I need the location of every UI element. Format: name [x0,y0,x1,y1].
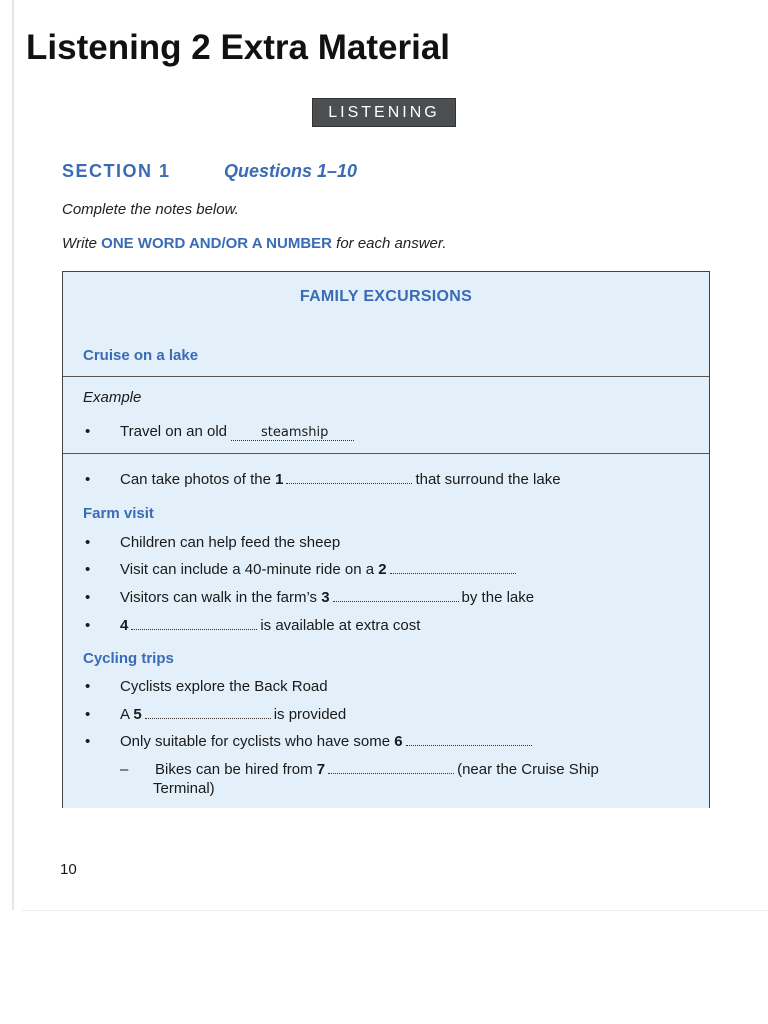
section-heading: SECTION 1 [62,161,171,181]
cycling-heading: Cycling trips [83,650,174,667]
q4-text-after: is available at extra cost [260,617,421,634]
bullet: • [85,589,91,606]
bullet: • [85,706,91,723]
bullet: • [85,733,91,750]
q6-number: 6 [394,733,403,750]
q3-number: 3 [321,589,330,606]
dash: – [120,761,129,778]
q7-text-after: (near the Cruise Ship [457,761,599,778]
listening-badge: LISTENING [312,98,456,127]
cycling-line [83,678,328,695]
q1-number: 1 [275,471,284,488]
page-edge-bottom [22,910,768,911]
instruction-prefix: Write [62,235,102,252]
bullet: • [85,534,91,551]
notes-box [62,271,710,808]
q2-text-before: Visit can include a 40-minute ride on a [120,561,379,578]
answer-blank-2[interactable] [390,563,516,574]
cruise-heading: Cruise on a lake [83,347,199,364]
farm-line [83,534,340,551]
question-2-line [83,561,519,578]
q7-text-before: Bikes can be hired from [155,761,317,778]
example-text: Travel on an old [120,423,228,440]
page-number: 10 [60,861,77,878]
answer-blank-6[interactable] [406,735,532,746]
q5-number: 5 [133,706,142,723]
bullet: • [85,561,91,578]
q1-text-before: Can take photos of the [120,471,276,488]
instruction-suffix: for each answer. [332,235,447,252]
farm-line-text: Children can help feed the sheep [120,534,341,551]
example-line [83,423,354,441]
divider [63,453,709,454]
page-edge [12,0,14,910]
q2-number: 2 [378,561,387,578]
example-label: Example [83,389,142,406]
answer-blank-1[interactable] [286,473,412,484]
example-answer: steamship [231,425,354,441]
page-title: Listening 2 Extra Material [26,28,451,67]
cycling-line-text: Cyclists explore the Back Road [120,678,328,695]
question-1-line [83,471,561,488]
question-7-line-2: Terminal) [153,780,215,797]
questions-range: Questions 1–10 [224,161,358,181]
bullet: • [85,423,91,440]
bullet: • [85,471,91,488]
question-7-line [118,761,599,778]
question-4-line [83,617,420,634]
question-3-line [83,589,534,606]
q7-number: 7 [316,761,326,778]
q5-text-after: is provided [273,706,347,723]
bullet: • [85,678,91,695]
q5-text-before: A [120,706,134,723]
q4-number: 4 [120,617,129,634]
farm-heading: Farm visit [83,505,154,522]
q1-text-after: that surround the lake [415,471,561,488]
answer-blank-3[interactable] [333,591,459,602]
q3-text-after: by the lake [461,589,535,606]
bullet: • [85,617,91,634]
answer-blank-7[interactable] [328,763,454,774]
question-6-line [83,733,535,750]
instruction-line-1: Complete the notes below. [62,201,239,218]
notes-title: FAMILY EXCURSIONS [299,288,473,305]
q6-text-before: Only suitable for cyclists who have some [120,733,395,750]
question-5-line [83,706,346,723]
q3-text-before: Visitors can walk in the farm’s [120,589,322,606]
answer-blank-4[interactable] [131,619,257,630]
instruction-line-2 [62,235,447,252]
divider [63,376,709,377]
answer-blank-5[interactable] [145,708,271,719]
instruction-highlight: ONE WORD AND/OR A NUMBER [101,235,332,252]
